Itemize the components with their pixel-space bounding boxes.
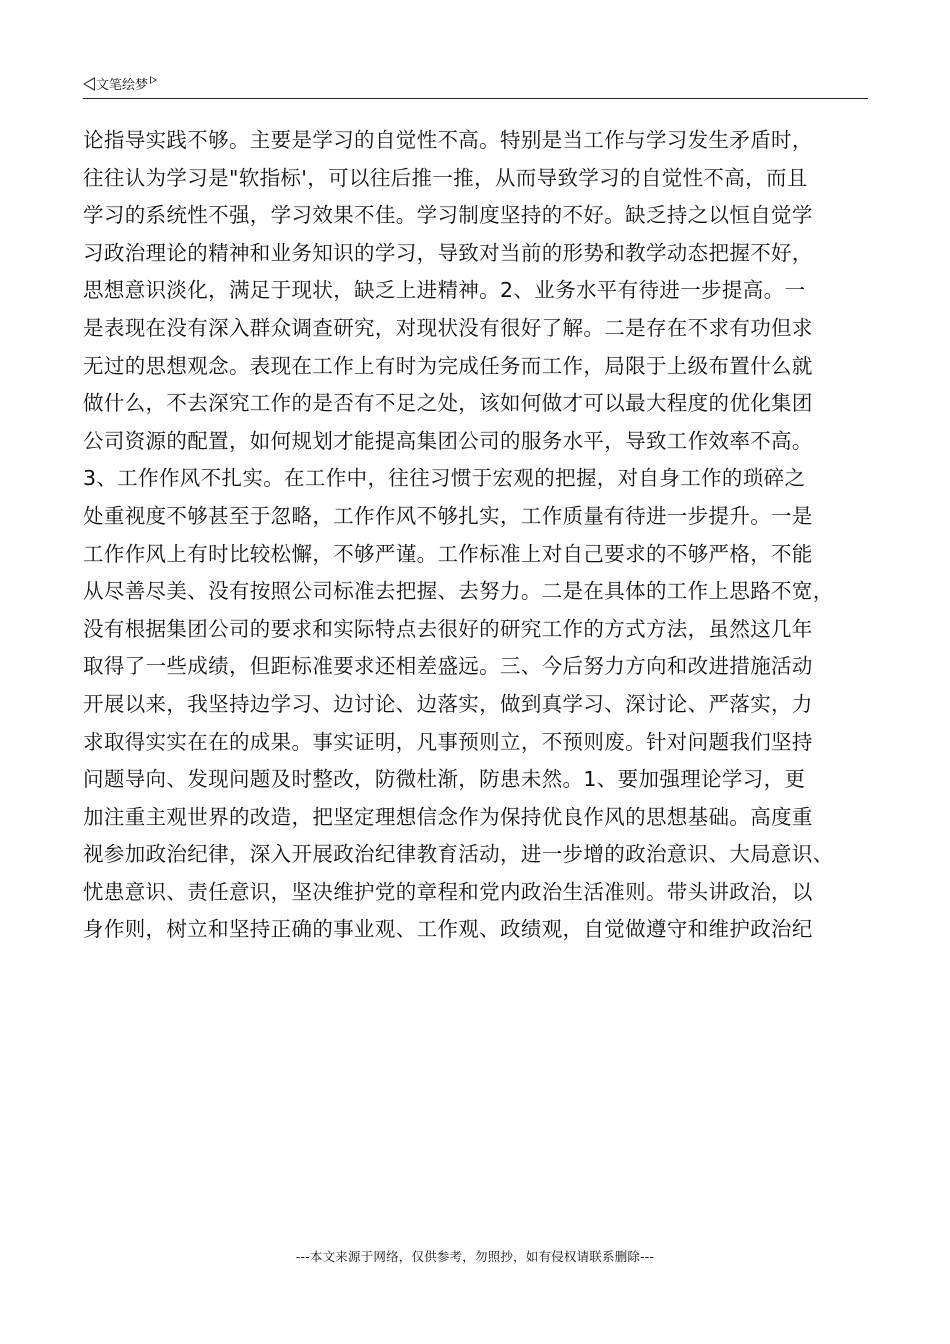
text-line: 开展以来，我坚持边学习、边讨论、边落实，做到真学习、深讨论、严落实，力: [83, 691, 813, 716]
text-line: 处重视度不够甚至于忽略，工作作风不够扎实，工作质量有待进一步提升。一是: [83, 503, 813, 528]
page-header: [83, 72, 868, 99]
text-line: 做什么，不去深究工作的是否有不足之处，该如何做才可以最大程度的优化集团: [83, 391, 813, 416]
text-line: 工作作风上有时比较松懈，不够严谨。工作标准上对自己要求的不够严格，不能: [83, 541, 813, 566]
text-line: 论指导实践不够。主要是学习的自觉性不高。特别是当工作与学习发生矛盾时，: [83, 128, 813, 152]
header-title: 文笔绘梦: [96, 78, 149, 93]
header-title-group: [83, 76, 157, 94]
triangle-left-icon: [83, 77, 95, 91]
document-body: [83, 122, 873, 949]
text-line: 问题导向、发现问题及时整改，防微杜渐，防患未然。1、要加强理论学习，更: [83, 767, 806, 792]
footer-disclaimer: ---本文来源于网络，仅供参考，勿照抄，如有侵权请联系删除---: [295, 1249, 655, 1264]
text-line: 习政治理论的精神和业务知识的学习，导致对当前的形势和教学动态把握不好，: [83, 240, 813, 265]
text-line: 3、工作作风不扎实。在工作中，往往习惯于宏观的把握，对自身工作的琐碎之: [83, 466, 806, 491]
text-line: 学习的系统性不强，学习效果不佳。学习制度坚持的不好。缺乏持之以恒自觉学: [83, 203, 813, 228]
text-line: 公司资源的配置，如何规划才能提高集团公司的服务水平，导致工作效率不高。: [83, 428, 813, 453]
text-line: 无过的思想观念。表现在工作上有时为完成任务而工作，局限于上级布置什么就: [83, 353, 813, 378]
text-line: 从尽善尽美、没有按照公司标准去把握、去努力。二是在具体的工作上思路不宽，: [83, 579, 834, 604]
text-line: 身作则，树立和坚持正确的事业观、工作观、政绩观，自觉做遵守和维护政治纪: [83, 917, 813, 942]
text-line: 视参加政治纪律，深入开展政治纪律教育活动，进一步增的政治意识、大局意识、: [83, 842, 834, 867]
text-line: 思想意识淡化，满足于现状，缺乏上进精神。2、业务水平有待进一步提高。一: [83, 278, 806, 303]
text-line: 取得了一些成绩，但距标准要求还相差盛远。三、今后努力方向和改进措施活动: [83, 654, 813, 679]
text-line: 没有根据集团公司的要求和实际特点去很好的研究工作的方式方法，虽然这几年: [83, 616, 813, 641]
triangle-right-icon: [150, 76, 157, 84]
text-line: 是表现在没有深入群众调查研究，对现状没有很好了解。二是存在不求有功但求: [83, 315, 813, 340]
text-line: 求取得实实在在的成果。事实证明，凡事预则立，不预则废。针对问题我们坚持: [83, 729, 813, 754]
text-line: 忧患意识、责任意识，坚决维护党的章程和党内政治生活准则。带头讲政治，以: [83, 879, 813, 904]
text-line: 往往认为学习是"软指标'，可以往后推一推，从而导致学习的自觉性不高，而且: [83, 165, 808, 190]
text-line: 加注重主观世界的改造，把坚定理想信念作为保持优良作风的思想基础。高度重: [83, 804, 813, 829]
